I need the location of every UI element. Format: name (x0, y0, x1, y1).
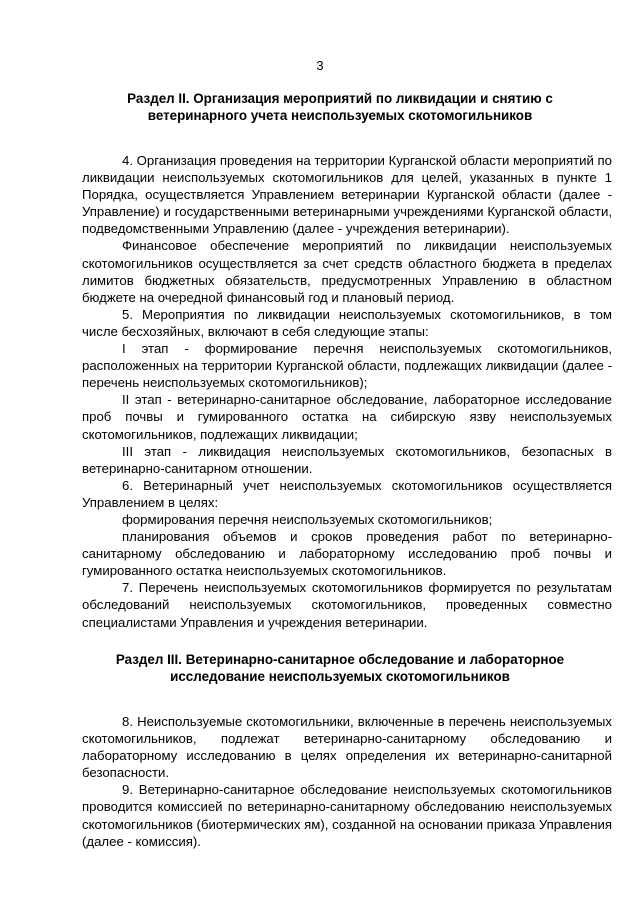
stage-1: I этап - формирование перечня неиспользуемых скотомогильников, расположенных на территории Курганской области, подлежащих ликвидации (далее - перечень неиспользуемых скотомогильников); (82, 341, 612, 391)
section-2-heading: Раздел II. Организация мероприятий по ликвидации и снятию с ветеринарного учета неиспользуемых скотомогильников (127, 91, 553, 123)
paragraph-5: 5. Мероприятия по ликвидации неиспользуемых скотомогильников, в том числе бесхозяйных, включают в себя следующие этапы: (82, 306, 612, 339)
page-number: 3 (316, 58, 324, 73)
purpose-1: формирования перечня неиспользуемых скотомогильников; (122, 511, 493, 527)
stage-2: II этап - ветеринарно-санитарное обследование, лабораторное исследование проб почвы и гумированного остатка на сибирскую язву неиспользуемых скотомогильников, подлежащих ликвидации; (82, 392, 612, 442)
stage-3: III этап - ликвидация неиспользуемых скотомогильников, безопасных в ветеринарно-санитарном отношении. (82, 443, 612, 476)
section-3-heading: Раздел III. Ветеринарно-санитарное обследование и лабораторное исследование неиспользуемых скотомогильников (115, 652, 565, 684)
section-2-body (82, 152, 612, 631)
paragraph-6: 6. Ветеринарный учет неиспользуемых скотомогильников осуществляется Управлением в целях: (82, 477, 612, 510)
paragraph-7: 7. Перечень неиспользуемых скотомогильников формируется по результатам обследований неиспользуемых скотомогильников, проведенных совместно специалистами Управления и учреждения ветеринарии. (82, 580, 612, 630)
purpose-2: планирования объемов и сроков проведения работ по ветеринарно-санитарному обследованию и лабораторному исследованию проб почвы и гумированного остатка неиспользуемых скотомогильников. (82, 529, 612, 579)
paragraph-4: 4. Организация проведения на территории Курганской области мероприятий по ликвидации неиспользуемых скотомогильников для целей, указанных в пункте 1 Порядка, осуществляется Управлением ветеринарии Курганской области (далее - Управление) и государственными ветеринарными учреждениями Курганской области, подведомственными Управлению (далее - учреждения ветеринарии). (82, 153, 612, 237)
section-3-body (82, 713, 612, 850)
paragraph-financing: Финансовое обеспечение мероприятий по ликвидации неиспользуемых скотомогильников осуществляется за счет средств областного бюджета в пределах лимитов бюджетных обязательств, предусмотренных Управлению в областном бюджете на очередной финансовый год и плановый период. (82, 238, 612, 305)
paragraph-9: 9. Ветеринарно-санитарное обследование неиспользуемых скотомогильников проводится комиссией по ветеринарно-санитарному обследованию неиспользуемых скотомогильников (биотермических ям), созданной на основании приказа Управления (далее - комиссия). (82, 782, 612, 849)
paragraph-8: 8. Неиспользуемые скотомогильники, включенные в перечень неиспользуемых скотомогильников, подлежат ветеринарно-санитарному обследованию и лабораторному исследованию в целях определения их ветеринарно-санитарной безопасности. (82, 714, 612, 781)
